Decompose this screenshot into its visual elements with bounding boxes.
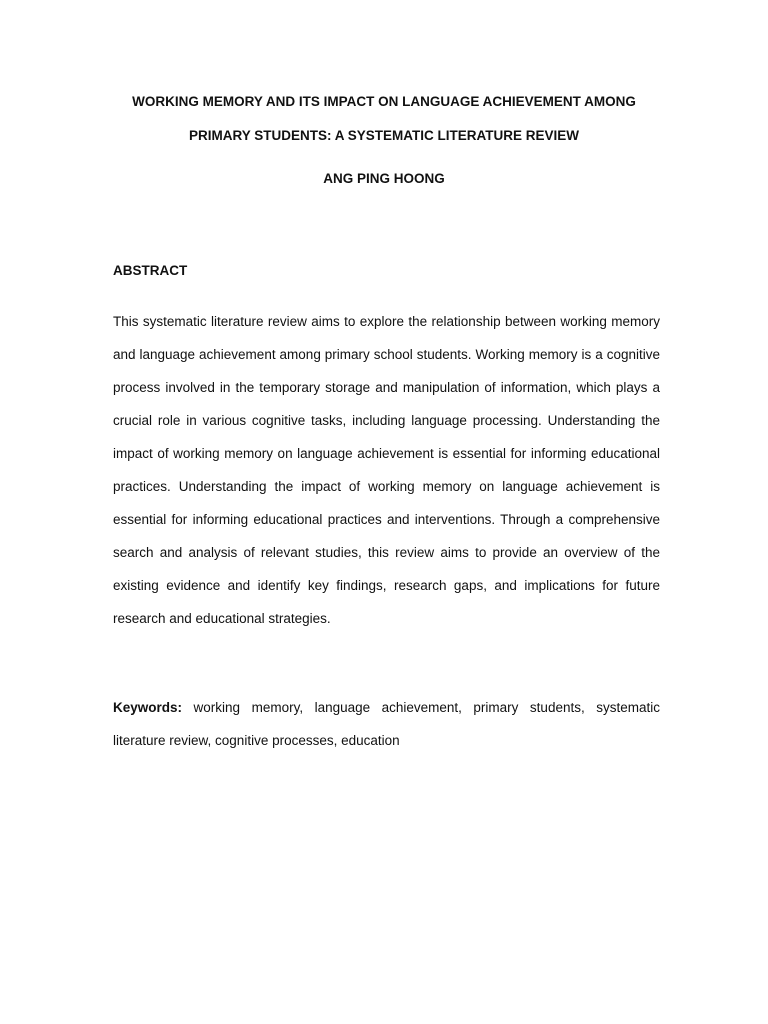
paper-title-line-1: WORKING MEMORY AND ITS IMPACT ON LANGUAGE ACHIEVEMENT AMONG [132,94,636,109]
abstract-heading: ABSTRACT [113,263,188,278]
title-block [0,93,768,188]
author-name: ANG PING HOONG [323,171,445,186]
keywords-paragraph [113,691,660,757]
abstract-body: This systematic literature review aims to explore the relationship between working memory and language achievement among primary school students. Working memory is a cognitive process involved in the temporary storage and manipulation of information, which plays a crucial role in various cognitive tasks, including language processing. Understanding the impact of working memory on language achievement is essential for informing educational practices. Understanding the impact of working memory on language achievement is essential for informing educational practices and interventions. Through a comprehensive search and analysis of relevant studies, this review aims to provide an overview of the existing evidence and identify key findings, research gaps, and implications for future research and educational strategies. [113,314,660,626]
keywords-text: working memory, language achievement, primary students, systematic literature review, cognitive processes, education [113,700,660,748]
paper-title-line-2: PRIMARY STUDENTS: A SYSTEMATIC LITERATURE REVIEW [188,128,579,143]
keywords-label: Keywords: [113,700,183,715]
